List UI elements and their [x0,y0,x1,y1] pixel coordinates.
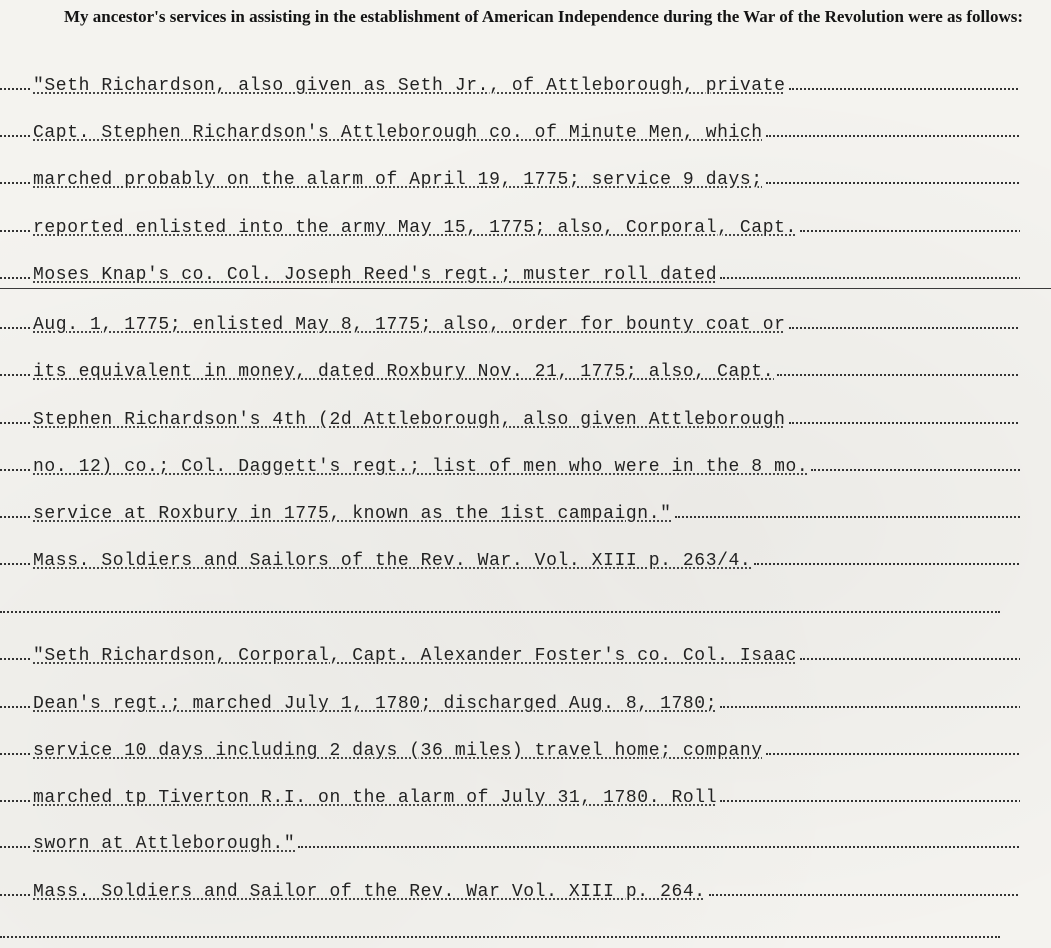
line-text: marched tp Tiverton R.I. on the alarm of July 31, 1780. Roll [33,788,718,808]
text-line [0,739,1020,763]
text-line [0,408,1020,432]
text-line [0,121,1020,145]
leader-dots [0,222,30,232]
text-line [0,168,1020,192]
text-line [0,786,1020,810]
trailing-dots [720,792,1020,802]
text-line [0,455,1020,479]
trailing-dots [720,698,1020,708]
trailing-dots [777,366,1020,376]
text-line [0,644,1020,668]
leader-dots [0,414,30,424]
trailing-dots [720,269,1020,279]
text-line [0,502,1020,526]
leader-dots [0,838,30,848]
text-line [0,313,1020,337]
trailing-dots [789,414,1020,424]
leader-dots [0,508,30,518]
line-text: Mass. Soldiers and Sailors of the Rev. War. Vol. XIII p. 263/4. [33,551,752,571]
leader-dots [0,269,30,279]
leader-dots [0,650,30,660]
text-line [0,216,1020,240]
text-line [0,832,1020,856]
line-text: service 10 days including 2 days (36 miles) travel home; company [33,741,763,761]
trailing-dots [754,555,1020,565]
line-text: Aug. 1, 1775; enlisted May 8, 1775; also, order for bounty coat or [33,315,786,335]
trailing-dots [298,838,1020,848]
line-text: service at Roxbury in 1775, known as the 1ist campaign." [33,504,672,524]
leader-dots [0,555,30,565]
leader-dots [0,698,30,708]
trailing-dots [800,650,1020,660]
header-paragraph: My ancestor's services in assisting in the establishment of American Independence during the War of the Revolution were as follows: [64,7,1024,26]
text-line [0,692,1020,716]
leader-dots [0,461,30,471]
line-text: Dean's regt.; marched July 1, 1780; discharged Aug. 8, 1780; [33,694,718,714]
line-text: marched probably on the alarm of April 19, 1775; service 9 days; [33,170,763,190]
trailing-dots [766,745,1020,755]
leader-dots [0,80,30,90]
blank-line [0,922,1020,946]
text-line [0,74,1020,98]
trailing-dots [811,461,1020,471]
line-text: Capt. Stephen Richardson's Attleborough co. of Minute Men, which [33,123,763,143]
text-line [0,880,1020,904]
text-line [0,549,1020,573]
text-line [0,263,1020,287]
line-text: no. 12) co.; Col. Daggett's regt.; list of men who were in the 8 mo. [33,457,809,477]
line-text: "Seth Richardson, also given as Seth Jr., of Attleborough, private [33,76,786,96]
trailing-dots [675,508,1021,518]
blank-line [0,597,1020,621]
line-text: its equivalent in money, dated Roxbury Nov. 21, 1775; also, Capt. [33,362,775,382]
trailing-dots [789,319,1020,329]
leader-dots [0,174,30,184]
line-text: reported enlisted into the army May 15, 1775; also, Corporal, Capt. [33,218,797,238]
line-text: Stephen Richardson's 4th (2d Attleborough, also given Attleborough [33,410,786,430]
line-text: Mass. Soldiers and Sailor of the Rev. War Vol. XIII p. 264. [33,882,706,902]
leader-dots [0,319,30,329]
trailing-dots [789,80,1020,90]
trailing-dots [766,127,1020,137]
leader-dots [0,603,1000,613]
leader-dots [0,792,30,802]
leader-dots [0,886,30,896]
trailing-dots [766,174,1020,184]
trailing-dots [709,886,1020,896]
horizontal-rule [0,288,1051,289]
line-text: sworn at Attleborough." [33,834,296,854]
trailing-dots [800,222,1020,232]
leader-dots [0,928,1000,938]
leader-dots [0,127,30,137]
line-text: "Seth Richardson, Corporal, Capt. Alexander Foster's co. Col. Isaac [33,646,797,666]
line-text: Moses Knap's co. Col. Joseph Reed's regt.; muster roll dated [33,265,718,285]
leader-dots [0,745,30,755]
text-line [0,360,1020,384]
leader-dots [0,366,30,376]
